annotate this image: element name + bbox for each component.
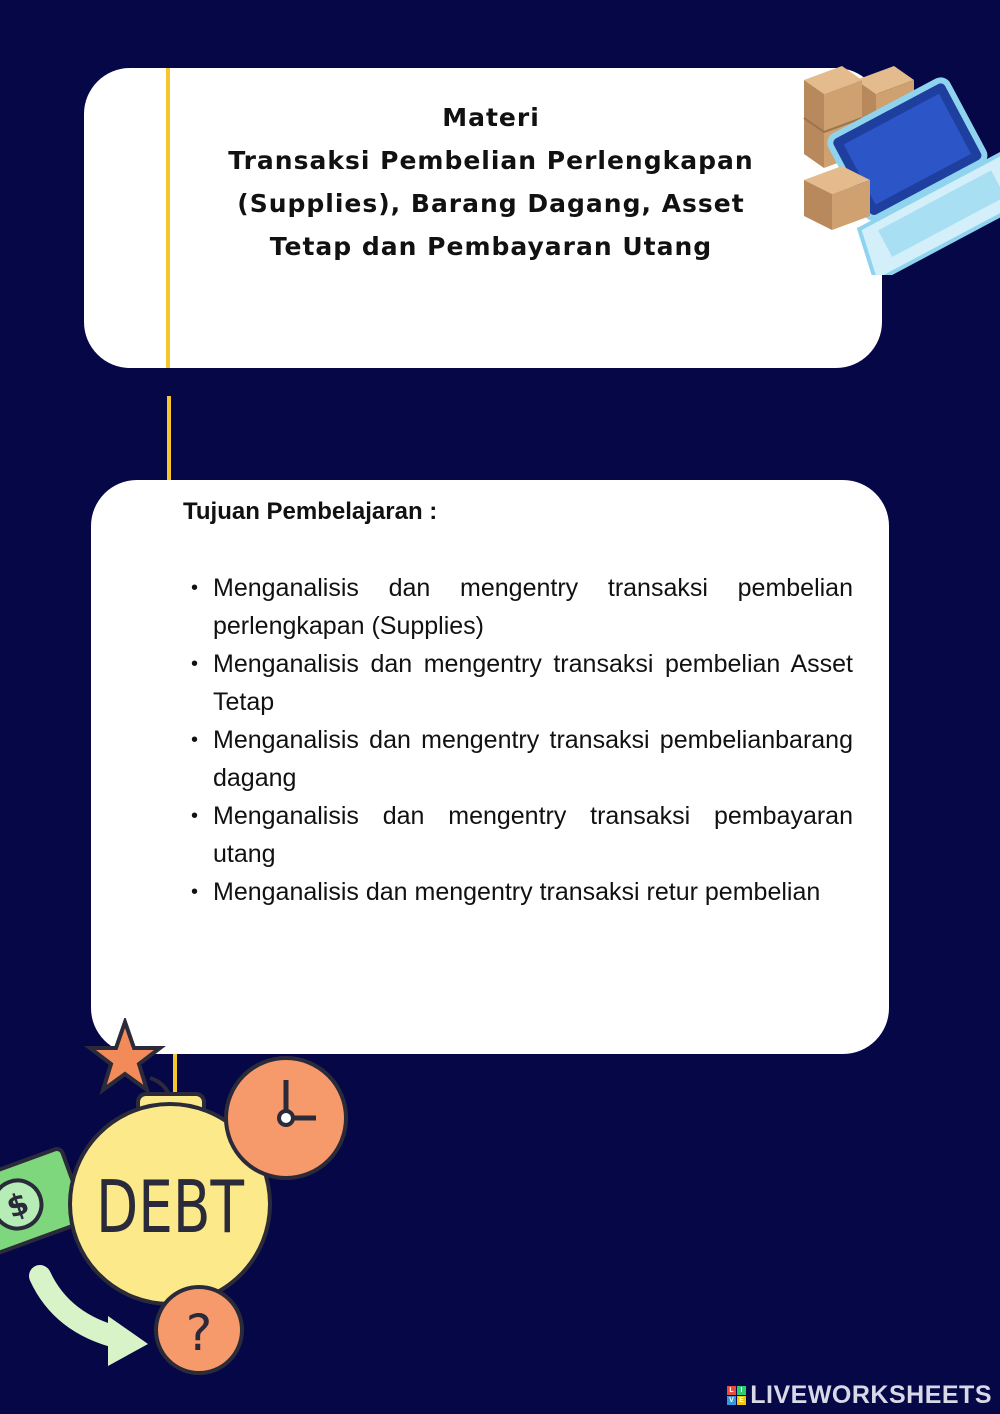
goal-item: • Menganalisis dan mengentry transaksi pembelian Asset Tetap (213, 645, 853, 721)
box-icon (804, 166, 870, 230)
clock-icon (226, 1058, 346, 1178)
debt-label: DEBT (96, 1165, 245, 1249)
goal-item: • Menganalisis dan mengentry transaksi pembayaran utang (213, 797, 853, 873)
logo-letter: I (737, 1386, 746, 1395)
question-mark: ? (185, 1304, 213, 1362)
goal-item: • Menganalisis dan mengentry transaksi pembelian perlengkapan (Supplies) (213, 569, 853, 645)
logo-letter: E (739, 1396, 745, 1404)
boxes-laptop-illustration (796, 40, 1000, 275)
title-line: Tetap dan Pembayaran Utang (269, 232, 713, 261)
question-icon (156, 1287, 242, 1373)
goals-list (213, 569, 853, 911)
watermark (727, 1380, 992, 1410)
debt-illustration (0, 1018, 360, 1388)
page-title (196, 96, 786, 268)
goal-item: • Menganalisis dan mengentry transaksi pembelianbarang dagang (213, 721, 853, 797)
title-line: (Supplies), Barang Dagang, Asset (237, 189, 745, 218)
title-line: Materi (442, 103, 540, 132)
dollar-sign: $ (2, 1185, 34, 1226)
logo-letter: V (729, 1396, 735, 1404)
accent-line (166, 68, 170, 368)
title-line: Transaksi Pembelian Perlengkapan (228, 146, 754, 175)
watermark-text: LIVEWORKSHEETS (750, 1380, 992, 1409)
arrow-head-icon (108, 1316, 148, 1366)
goals-heading: Tujuan Pembelajaran : (183, 498, 438, 525)
liveworksheets-logo-icon (727, 1386, 746, 1405)
goal-item: • Menganalisis dan mengentry transaksi retur pembelian (213, 873, 853, 911)
logo-letter: L (727, 1386, 736, 1395)
